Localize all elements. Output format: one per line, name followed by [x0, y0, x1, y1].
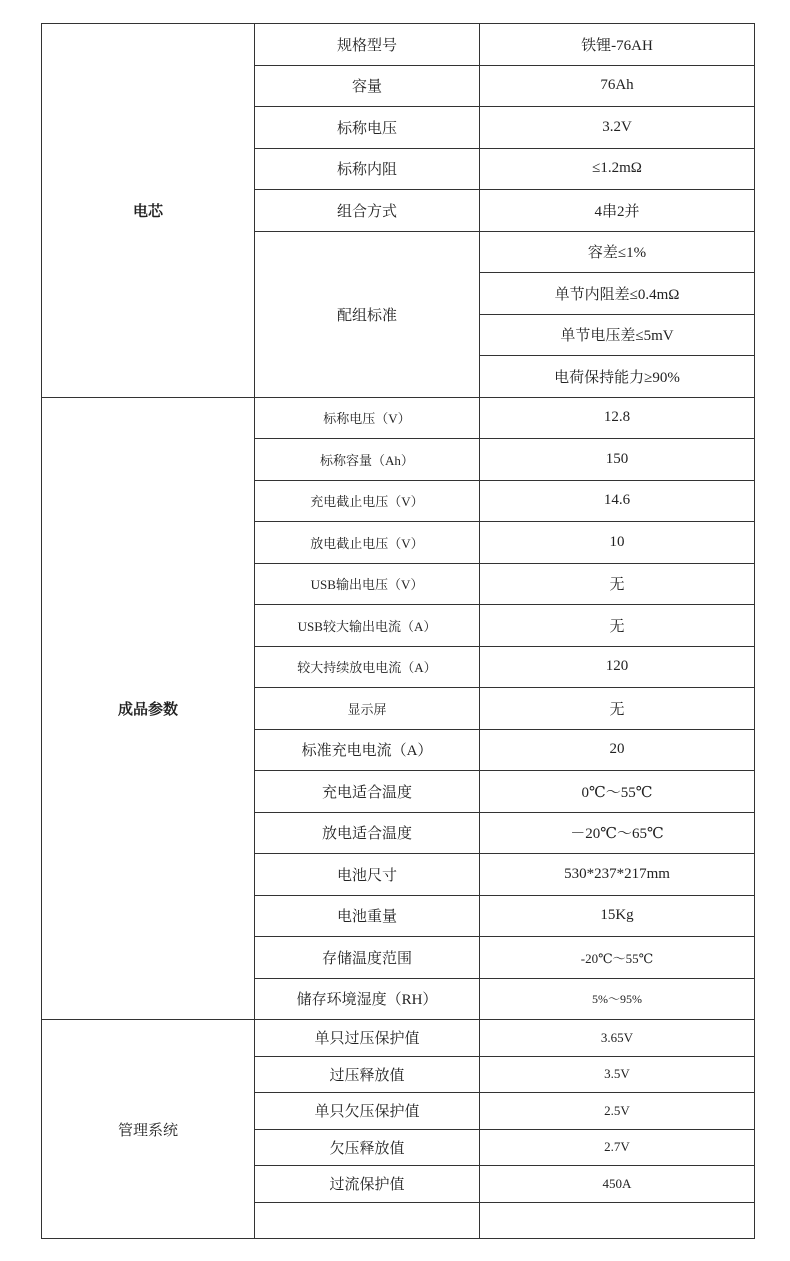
param-label: 过流保护值 — [255, 1166, 480, 1203]
param-label: 单只欠压保护值 — [255, 1093, 480, 1130]
param-label: 储存环境湿度（RH） — [255, 978, 480, 1020]
param-value: 无 — [480, 563, 755, 605]
section-title-cell: 管理系统 — [42, 1020, 255, 1239]
param-value: 10 — [480, 522, 755, 564]
param-value: 3.5V — [480, 1056, 755, 1093]
group-value: 容差≤1% — [480, 231, 755, 273]
param-label: 放电适合温度 — [255, 812, 480, 854]
section-title-cell: 电芯 — [42, 24, 255, 398]
param-label — [255, 1202, 480, 1239]
section-title-cell: 成品参数 — [42, 397, 255, 1020]
param-label: 标称电压 — [255, 107, 480, 149]
param-label: 充电截止电压（V） — [255, 480, 480, 522]
param-value: 3.2V — [480, 107, 755, 149]
param-value: 450A — [480, 1166, 755, 1203]
table-row — [42, 24, 755, 66]
param-label: USB较大输出电流（A） — [255, 605, 480, 647]
param-label: 规格型号 — [255, 24, 480, 66]
param-value: 14.6 — [480, 480, 755, 522]
table-row — [42, 397, 755, 439]
param-value: 铁锂-76AH — [480, 24, 755, 66]
group-value: 电荷保持能力≥90% — [480, 356, 755, 398]
param-value: 150 — [480, 439, 755, 481]
group-value: 单节电压差≤5mV — [480, 314, 755, 356]
param-value: -20℃～55℃ — [480, 937, 755, 979]
param-label: 过压释放值 — [255, 1056, 480, 1093]
param-value: 12.8 — [480, 397, 755, 439]
param-value: 76Ah — [480, 65, 755, 107]
param-label: 欠压释放值 — [255, 1129, 480, 1166]
param-label: 电池尺寸 — [255, 854, 480, 896]
param-value: 20 — [480, 729, 755, 771]
param-label: 容量 — [255, 65, 480, 107]
param-value: 120 — [480, 646, 755, 688]
param-label: 电池重量 — [255, 895, 480, 937]
param-value: 无 — [480, 688, 755, 730]
param-value: 2.5V — [480, 1093, 755, 1130]
param-label: 组合方式 — [255, 190, 480, 232]
param-value: －20℃～65℃ — [480, 812, 755, 854]
param-value: 2.7V — [480, 1129, 755, 1166]
group-value: 单节内阻差≤0.4mΩ — [480, 273, 755, 315]
param-value: ≤1.2mΩ — [480, 148, 755, 190]
param-value: 4串2并 — [480, 190, 755, 232]
param-label: 显示屏 — [255, 688, 480, 730]
param-label: 标准充电电流（A） — [255, 729, 480, 771]
param-label: 单只过压保护值 — [255, 1020, 480, 1057]
param-value: 无 — [480, 605, 755, 647]
param-value: 0℃～55℃ — [480, 771, 755, 813]
param-value: 15Kg — [480, 895, 755, 937]
param-value: 530*237*217mm — [480, 854, 755, 896]
param-label: 放电截止电压（V） — [255, 522, 480, 564]
param-label: 标称容量（Ah） — [255, 439, 480, 481]
param-label: 存储温度范围 — [255, 937, 480, 979]
param-label: 充电适合温度 — [255, 771, 480, 813]
param-value: 3.65V — [480, 1020, 755, 1057]
param-value: 5%～95% — [480, 978, 755, 1020]
param-value — [480, 1202, 755, 1239]
param-label: 较大持续放电电流（A） — [255, 646, 480, 688]
param-label: 标称电压（V） — [255, 397, 480, 439]
param-label: USB输出电压（V） — [255, 563, 480, 605]
group-label: 配组标准 — [255, 231, 480, 397]
spec-table — [41, 23, 755, 1239]
table-row — [42, 1020, 755, 1057]
param-label: 标称内阻 — [255, 148, 480, 190]
